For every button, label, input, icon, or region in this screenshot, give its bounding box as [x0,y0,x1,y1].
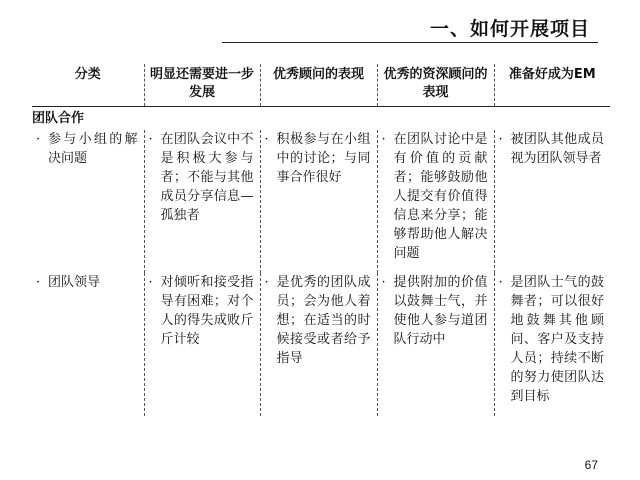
section-title: 团队合作 [32,111,85,126]
competency-grid [32,64,610,416]
bullet-dot: · [264,132,269,147]
table-cell [144,273,260,416]
table-row [32,130,610,273]
bullet-dot: · [264,275,269,290]
page-number: 67 [584,458,598,472]
competency-table [32,64,610,464]
column-header-needs-development: 明显还需要进一步发展 [144,64,260,107]
bullet-dot: · [148,275,153,290]
table-cell [260,130,377,273]
bullet-dot: · [36,132,41,147]
row-category-cell [32,273,144,416]
cell-text: 在团队讨论中是有价值的贡献者；能够鼓励他人提交有价值得信息来分享；能够帮助他人解决问题 [393,132,488,261]
column-header-excellent-senior-consultant: 优秀的资深顾问的表现 [377,64,494,107]
header-row [32,64,610,107]
cell-text: 提供附加的价值以鼓舞士气，并使他人参与道团队行动中 [393,275,488,347]
bullet-dot: · [498,275,503,290]
cell-text: 被团队其他成员视为团队领导者 [510,132,604,166]
bullet-dot: · [36,275,41,290]
cell-text: 积极参与在小组中的讨论；与同事合作很好 [276,132,371,185]
cell-text: 对倾听和接受指导有困难；对个人的得失成败斤斤计较 [160,275,254,347]
cell-text: 是团队士气的鼓舞者；可以很好地鼓舞其他顾问、客户及支持人员；持续不断的努力使团队达到目标 [510,275,604,404]
column-header-category: 分类 [32,64,144,107]
table-cell [377,273,494,416]
column-header-ready-for-em: 准备好成为EM [494,64,610,107]
table-row [32,273,610,416]
table-cell [260,273,377,416]
table-cell [144,130,260,273]
table-cell [494,273,610,416]
bullet-dot: · [381,132,386,147]
table-cell [494,130,610,273]
section-row [32,107,610,131]
bullet-dot: · [148,132,153,147]
row-category-cell [32,130,144,273]
cell-text: 在团队会议中不是积极大参与者；不能与其他成员分享信息—孤独者 [160,132,254,223]
row-category-label: 参与小组的解决问题 [48,132,138,166]
bullet-dot: · [381,275,386,290]
page-title: 一、如何开展项目 [429,18,590,40]
table-cell [377,130,494,273]
column-header-excellent-consultant: 优秀顾问的表现 [260,64,377,107]
cell-text: 是优秀的团队成员；会为他人着想；在适当的时候接受或者给予指导 [276,275,371,366]
title-divider [222,42,598,43]
bullet-dot: · [498,132,503,147]
row-category-label: 团队领导 [48,275,101,290]
